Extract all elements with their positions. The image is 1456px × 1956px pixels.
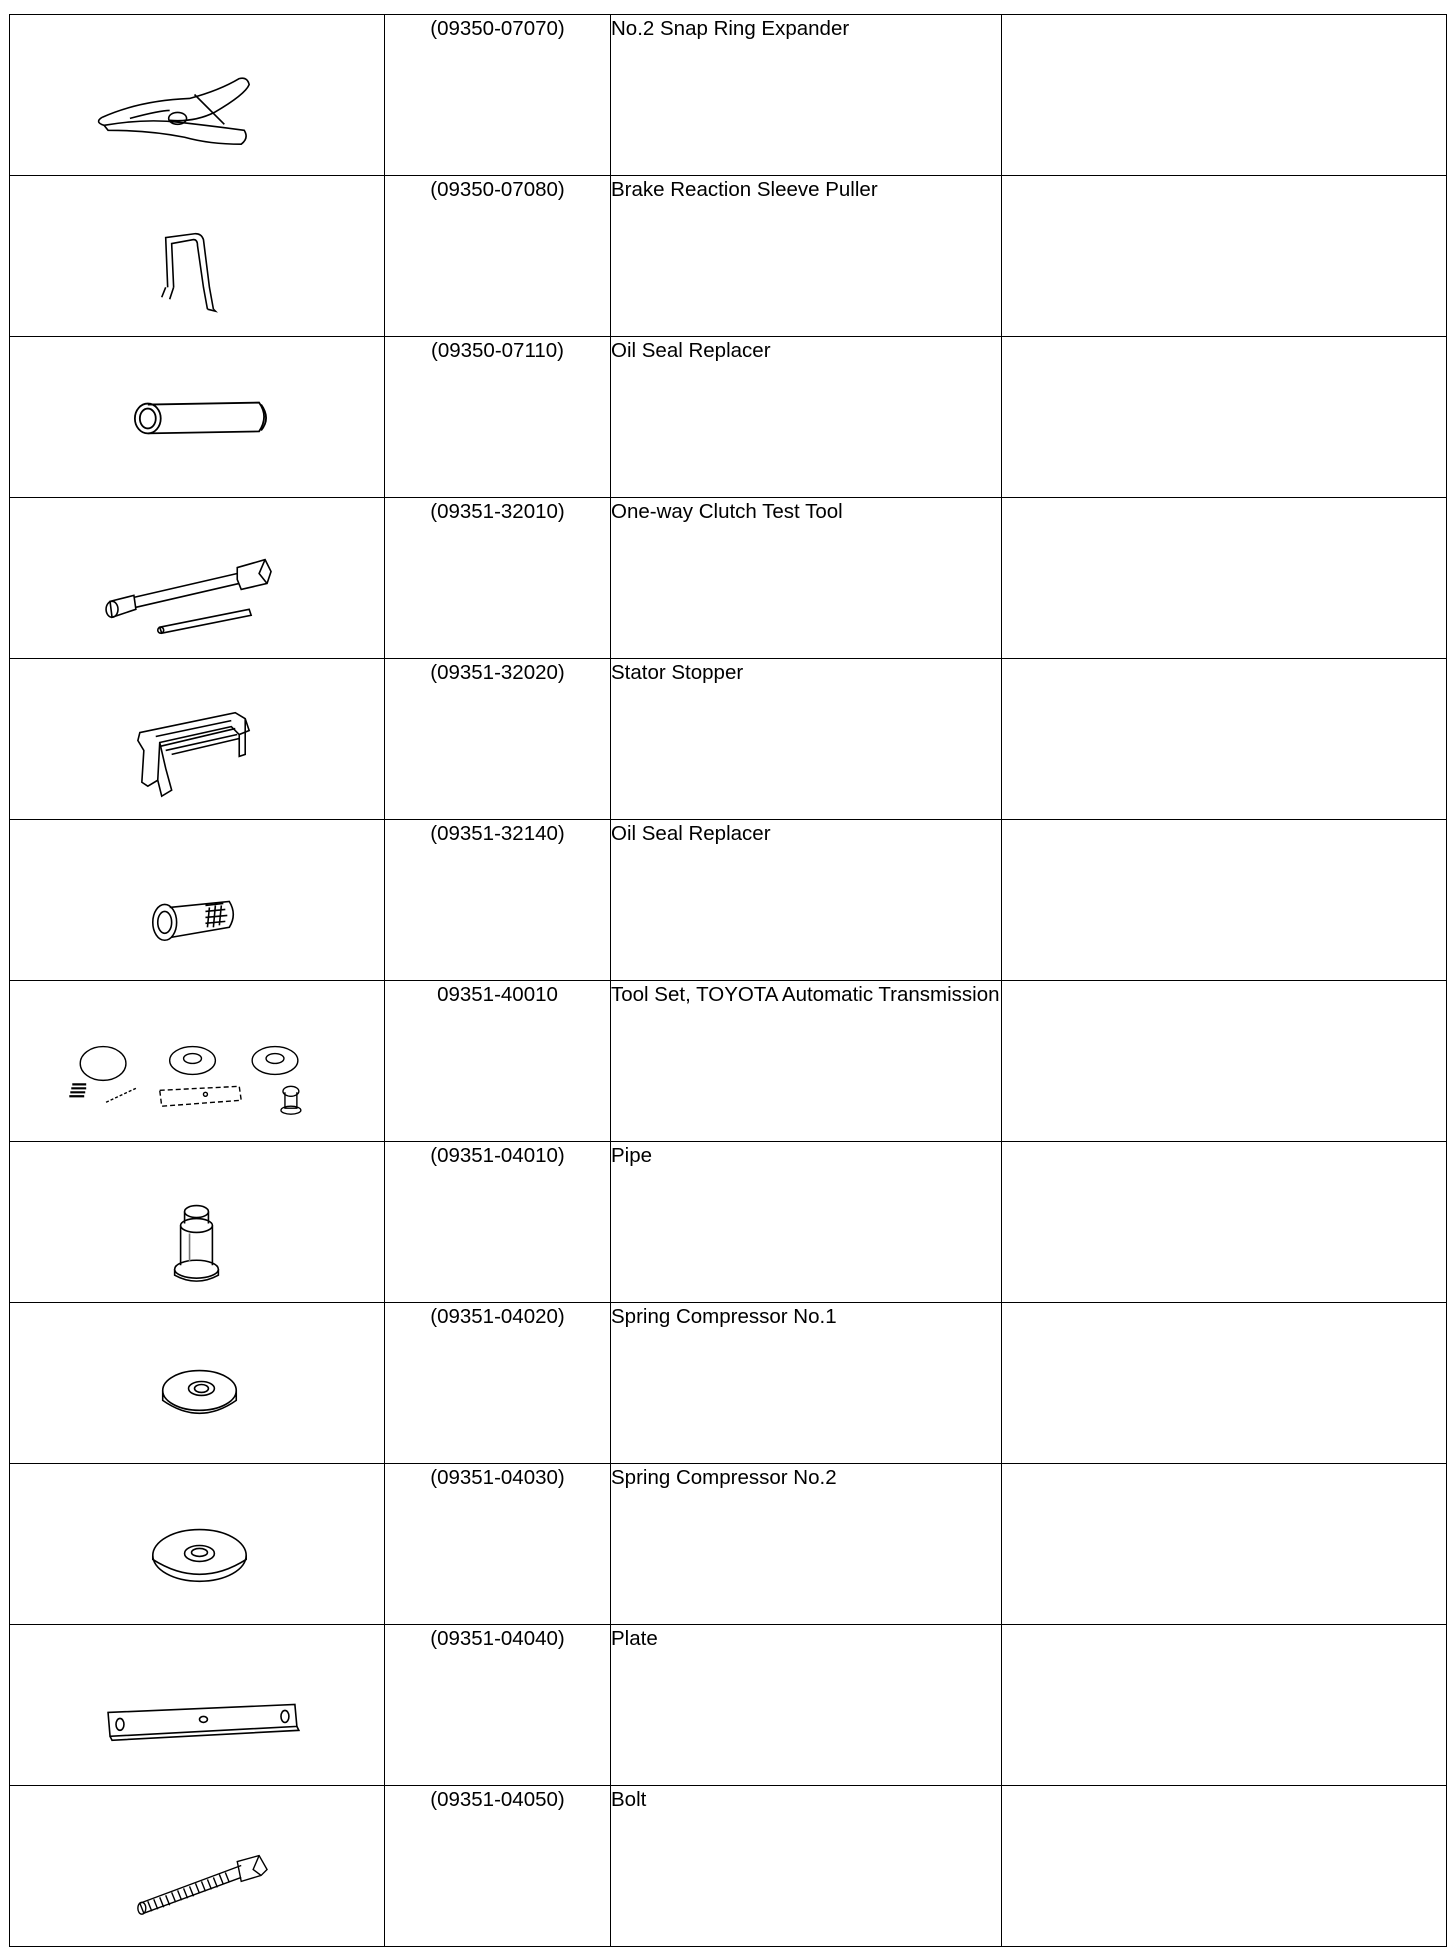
note-cell — [1002, 1303, 1447, 1464]
illustration-cell — [10, 15, 385, 176]
note-cell — [1002, 1464, 1447, 1625]
part-number: (09351-32140) — [385, 820, 611, 981]
illustration-cell — [10, 498, 385, 659]
tool-name: Oil Seal Replacer — [611, 820, 1002, 981]
note-cell — [1002, 176, 1447, 337]
part-number: (09351-04020) — [385, 1303, 611, 1464]
note-cell — [1002, 337, 1447, 498]
illustration-cell — [10, 820, 385, 981]
part-number: (09351-04030) — [385, 1464, 611, 1625]
tool-name: Spring Compressor No.2 — [611, 1464, 1002, 1625]
table-row — [10, 820, 1447, 981]
spring-compressor-1-icon — [10, 1303, 384, 1463]
tool-name: Bolt — [611, 1786, 1002, 1947]
tool-name: Plate — [611, 1625, 1002, 1786]
table-row — [10, 337, 1447, 498]
part-number: (09351-04010) — [385, 1142, 611, 1303]
oil-seal-replacer-icon — [10, 820, 384, 980]
illustration-cell — [10, 1142, 385, 1303]
illustration-cell — [10, 1464, 385, 1625]
part-number: (09351-04050) — [385, 1786, 611, 1947]
illustration-cell — [10, 1303, 385, 1464]
table-row — [10, 498, 1447, 659]
part-number: (09350-07110) — [385, 337, 611, 498]
stator-stopper-icon — [10, 659, 384, 819]
illustration-cell — [10, 1625, 385, 1786]
note-cell — [1002, 1786, 1447, 1947]
tool-name: Stator Stopper — [611, 659, 1002, 820]
part-number: (09350-07070) — [385, 15, 611, 176]
part-number: (09350-07080) — [385, 176, 611, 337]
clutch-test-tool-icon — [10, 498, 384, 658]
illustration-cell — [10, 176, 385, 337]
note-cell — [1002, 1142, 1447, 1303]
table-row — [10, 176, 1447, 337]
illustration-cell — [10, 337, 385, 498]
illustration-cell — [10, 659, 385, 820]
bolt-icon — [10, 1786, 384, 1946]
table-row — [10, 981, 1447, 1142]
snap-ring-expander-icon — [10, 15, 384, 175]
note-cell — [1002, 1625, 1447, 1786]
plate-icon — [10, 1625, 384, 1785]
pipe-icon — [10, 1142, 384, 1302]
tool-set-icon — [10, 981, 384, 1141]
tool-name: Tool Set, TOYOTA Automatic Transmission — [611, 981, 1002, 1142]
part-number: (09351-04040) — [385, 1625, 611, 1786]
illustration-cell — [10, 981, 385, 1142]
tool-name: Pipe — [611, 1142, 1002, 1303]
note-cell — [1002, 15, 1447, 176]
tool-name: Spring Compressor No.1 — [611, 1303, 1002, 1464]
tool-name: One-way Clutch Test Tool — [611, 498, 1002, 659]
table-row — [10, 1464, 1447, 1625]
note-cell — [1002, 498, 1447, 659]
table-row — [10, 659, 1447, 820]
special-tools-table — [9, 14, 1447, 1947]
table-row — [10, 1142, 1447, 1303]
illustration-cell — [10, 1786, 385, 1947]
oil-seal-replacer-tube-icon — [10, 337, 384, 497]
tool-name: No.2 Snap Ring Expander — [611, 15, 1002, 176]
note-cell — [1002, 820, 1447, 981]
note-cell — [1002, 981, 1447, 1142]
table-row — [10, 15, 1447, 176]
part-number: (09351-32010) — [385, 498, 611, 659]
table-row — [10, 1303, 1447, 1464]
table-row — [10, 1786, 1447, 1947]
part-number: (09351-32020) — [385, 659, 611, 820]
table-row — [10, 1625, 1447, 1786]
tool-name: Brake Reaction Sleeve Puller — [611, 176, 1002, 337]
tool-name: Oil Seal Replacer — [611, 337, 1002, 498]
sleeve-puller-icon — [10, 176, 384, 336]
note-cell — [1002, 659, 1447, 820]
part-number: 09351-40010 — [385, 981, 611, 1142]
spring-compressor-2-icon — [10, 1464, 384, 1624]
